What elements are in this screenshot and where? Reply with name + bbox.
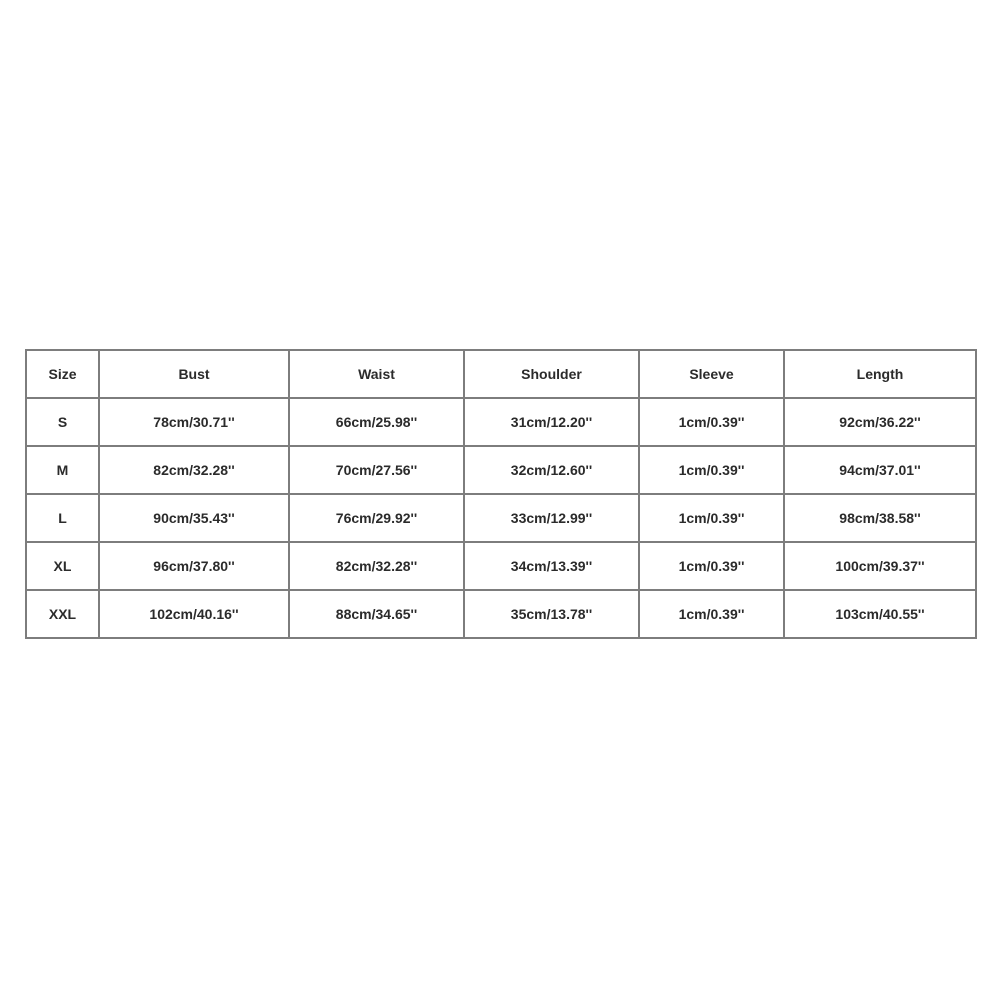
cell-sleeve: 1cm/0.39'': [640, 543, 785, 591]
cell-bust: 102cm/40.16'': [100, 591, 290, 639]
cell-length: 100cm/39.37'': [785, 543, 977, 591]
cell-waist: 66cm/25.98'': [290, 399, 465, 447]
cell-bust: 90cm/35.43'': [100, 495, 290, 543]
cell-size: L: [27, 495, 100, 543]
cell-bust: 96cm/37.80'': [100, 543, 290, 591]
header-shoulder: Shoulder: [465, 351, 640, 399]
cell-bust: 78cm/30.71'': [100, 399, 290, 447]
cell-sleeve: 1cm/0.39'': [640, 399, 785, 447]
cell-shoulder: 32cm/12.60'': [465, 447, 640, 495]
table-header-row: [27, 351, 977, 399]
table-row: [27, 447, 977, 495]
header-waist: Waist: [290, 351, 465, 399]
cell-waist: 82cm/32.28'': [290, 543, 465, 591]
cell-length: 94cm/37.01'': [785, 447, 977, 495]
cell-length: 92cm/36.22'': [785, 399, 977, 447]
table-row: [27, 495, 977, 543]
header-sleeve: Sleeve: [640, 351, 785, 399]
header-bust: Bust: [100, 351, 290, 399]
cell-shoulder: 35cm/13.78'': [465, 591, 640, 639]
cell-sleeve: 1cm/0.39'': [640, 447, 785, 495]
cell-shoulder: 33cm/12.99'': [465, 495, 640, 543]
header-length: Length: [785, 351, 977, 399]
cell-shoulder: 31cm/12.20'': [465, 399, 640, 447]
cell-size: M: [27, 447, 100, 495]
cell-length: 98cm/38.58'': [785, 495, 977, 543]
cell-waist: 70cm/27.56'': [290, 447, 465, 495]
table-row: [27, 399, 977, 447]
cell-sleeve: 1cm/0.39'': [640, 591, 785, 639]
table-row: [27, 591, 977, 639]
cell-size: XXL: [27, 591, 100, 639]
cell-shoulder: 34cm/13.39'': [465, 543, 640, 591]
size-chart-table: [25, 349, 977, 639]
cell-length: 103cm/40.55'': [785, 591, 977, 639]
cell-size: XL: [27, 543, 100, 591]
table-row: [27, 543, 977, 591]
header-size: Size: [27, 351, 100, 399]
cell-size: S: [27, 399, 100, 447]
cell-sleeve: 1cm/0.39'': [640, 495, 785, 543]
cell-bust: 82cm/32.28'': [100, 447, 290, 495]
cell-waist: 76cm/29.92'': [290, 495, 465, 543]
cell-waist: 88cm/34.65'': [290, 591, 465, 639]
